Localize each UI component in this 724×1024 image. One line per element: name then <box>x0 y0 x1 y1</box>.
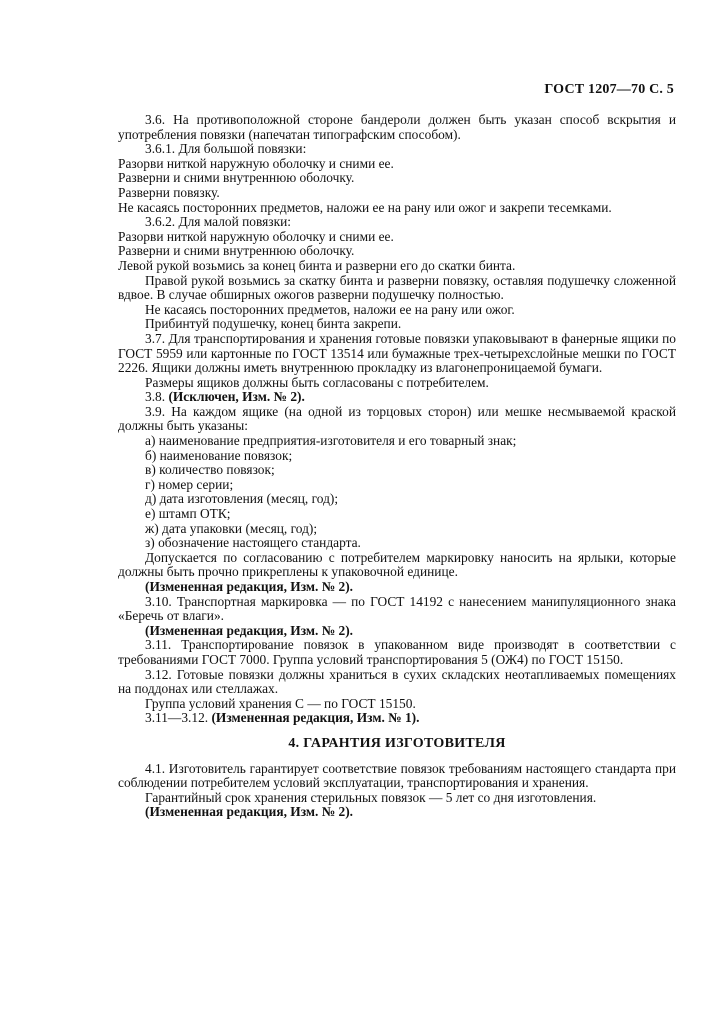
paragraph-text: ж) дата упаковки (месяц, год); <box>145 520 318 536</box>
paragraph <box>118 507 676 522</box>
paragraph-text: в) количество повязок; <box>145 462 275 478</box>
paragraph-text: б) наименование повязок; <box>145 447 293 463</box>
paragraph <box>118 805 676 820</box>
paragraph <box>118 157 676 172</box>
paragraph <box>118 463 676 478</box>
paragraph-text: Разверни и сними внутреннюю оболочку. <box>118 243 355 259</box>
amendment-note: (Исключен, Изм. № 2). <box>168 389 305 405</box>
paragraph-text: 3.7. Для транспортирования и хранения готовые повязки упаковывают в фанерные ящики по ГОСТ 5959 или картонные по ГОСТ 13514 или бумажные трех-четырехслойные мешки по ГОСТ 2226. Ящики должны иметь внутреннюю прокладку из влагонепроницаемой бумаги. <box>118 330 676 376</box>
paragraph <box>118 711 676 726</box>
paragraph-text: а) наименование предприятия-изготовителя и его товарный знак; <box>145 433 517 449</box>
paragraph-text: Размеры ящиков должны быть согласованы с потребителем. <box>145 374 489 390</box>
paragraph-text: Разверни и сними внутреннюю оболочку. <box>118 170 355 186</box>
paragraph <box>118 478 676 493</box>
paragraph <box>118 244 676 259</box>
paragraph <box>118 317 676 332</box>
paragraph-text: Разверни повязку. <box>118 184 220 200</box>
paragraph <box>118 697 676 712</box>
paragraph <box>118 186 676 201</box>
paragraph <box>118 791 676 806</box>
paragraph-text: Разорви ниткой наружную оболочку и сними ее. <box>118 155 394 171</box>
paragraph <box>118 332 676 376</box>
paragraph-text: 3.9. На каждом ящике (на одной из торцовых сторон) или мешке несмываемой краской должны быть указаны: <box>118 403 676 434</box>
amendment-note: (Измененная редакция, Изм. № 1). <box>211 710 420 726</box>
page-header: ГОСТ 1207—70 С. 5 <box>544 82 674 97</box>
paragraph-text: з) обозначение настоящего стандарта. <box>145 535 361 551</box>
paragraph <box>118 274 676 303</box>
paragraph-text: Прибинтуй подушечку, конец бинта закрепи. <box>145 316 402 332</box>
paragraph <box>118 434 676 449</box>
paragraph-text: д) дата изготовления (месяц, год); <box>145 491 339 507</box>
paragraph <box>118 405 676 434</box>
paragraph <box>118 492 676 507</box>
paragraph-text: г) номер серии; <box>145 476 234 492</box>
paragraph-text: 4.1. Изготовитель гарантирует соответствие повязок требованиям настоящего стандарта при соблюдении потребителем условий эксплуатации, транспортирования и хранения. <box>118 760 676 791</box>
paragraph-text: 3.6.2. Для малой повязки: <box>145 214 291 230</box>
document-body <box>118 113 676 820</box>
paragraph-text: Левой рукой возьмись за конец бинта и разверни его до скатки бинта. <box>118 257 516 273</box>
section-3-body <box>118 113 676 726</box>
paragraph <box>118 638 676 667</box>
paragraph-text: Группа условий хранения С — по ГОСТ 15150. <box>145 695 416 711</box>
paragraph <box>118 113 676 142</box>
amendment-note: (Измененная редакция, Изм. № 2). <box>145 622 354 638</box>
paragraph-text: 3.6. На противоположной стороне бандероли должен быть указан способ вскрытия и употребления повязки (напечатан типографским способом). <box>118 112 676 142</box>
paragraph-text: Разорви ниткой наружную оболочку и сними ее. <box>118 228 394 244</box>
paragraph <box>118 230 676 245</box>
paragraph <box>118 595 676 624</box>
paragraph <box>118 171 676 186</box>
paragraph-text: Правой рукой возьмись за скатку бинта и разверни повязку, оставляя подушечку сложенной вдвое. В случае обширных ожогов разверни подушечку полностью. <box>118 272 676 303</box>
paragraph-text: е) штамп ОТК; <box>145 506 231 522</box>
section-title: 4. ГАРАНТИЯ ИЗГОТОВИТЕЛЯ <box>288 735 506 751</box>
paragraph <box>118 522 676 537</box>
paragraph <box>118 536 676 551</box>
paragraph <box>118 376 676 391</box>
section-4-body <box>118 762 676 820</box>
paragraph <box>118 201 676 216</box>
paragraph <box>118 580 676 595</box>
paragraph-text: Не касаясь посторонних предметов, наложи ее на рану или ожог. <box>145 301 515 317</box>
amendment-note: (Измененная редакция, Изм. № 2). <box>145 804 354 820</box>
paragraph-text: 3.12. Готовые повязки должны храниться в сухих складских неотапливаемых помещениях на поддонах или стеллажах. <box>118 666 676 697</box>
paragraph <box>118 624 676 639</box>
paragraph <box>118 142 676 157</box>
paragraph-text: 3.11—3.12. <box>145 710 212 726</box>
paragraph <box>118 390 676 405</box>
paragraph <box>118 551 676 580</box>
paragraph-text: Допускается по согласованию с потребителем маркировку наносить на ярлыки, которые должны быть прочно прикреплены к упаковочной единице. <box>118 549 676 580</box>
paragraph-text: 3.6.1. Для большой повязки: <box>145 141 307 157</box>
paragraph-text: Не касаясь посторонних предметов, наложи ее на рану или ожог и закрепи тесемками. <box>118 199 612 215</box>
paragraph-text: 3.11. Транспортирование повязок в упакованном виде производят в соответствии с требованиями ГОСТ 7000. Группа условий транспортирования 5 (ОЖ4) по ГОСТ 15150. <box>118 637 676 667</box>
paragraph <box>118 762 676 791</box>
paragraph <box>118 215 676 230</box>
paragraph-text: 3.8. <box>145 389 169 405</box>
paragraph <box>118 668 676 697</box>
paragraph-text: 3.10. Транспортная маркировка — по ГОСТ 14192 с нанесением манипуляционного знака «Беречь от влаги». <box>118 593 676 624</box>
paragraph <box>118 449 676 464</box>
amendment-note: (Измененная редакция, Изм. № 2). <box>145 579 354 594</box>
paragraph <box>118 259 676 274</box>
paragraph <box>118 303 676 318</box>
paragraph-text: Гарантийный срок хранения стерильных повязок — 5 лет со дня изготовления. <box>145 789 597 805</box>
